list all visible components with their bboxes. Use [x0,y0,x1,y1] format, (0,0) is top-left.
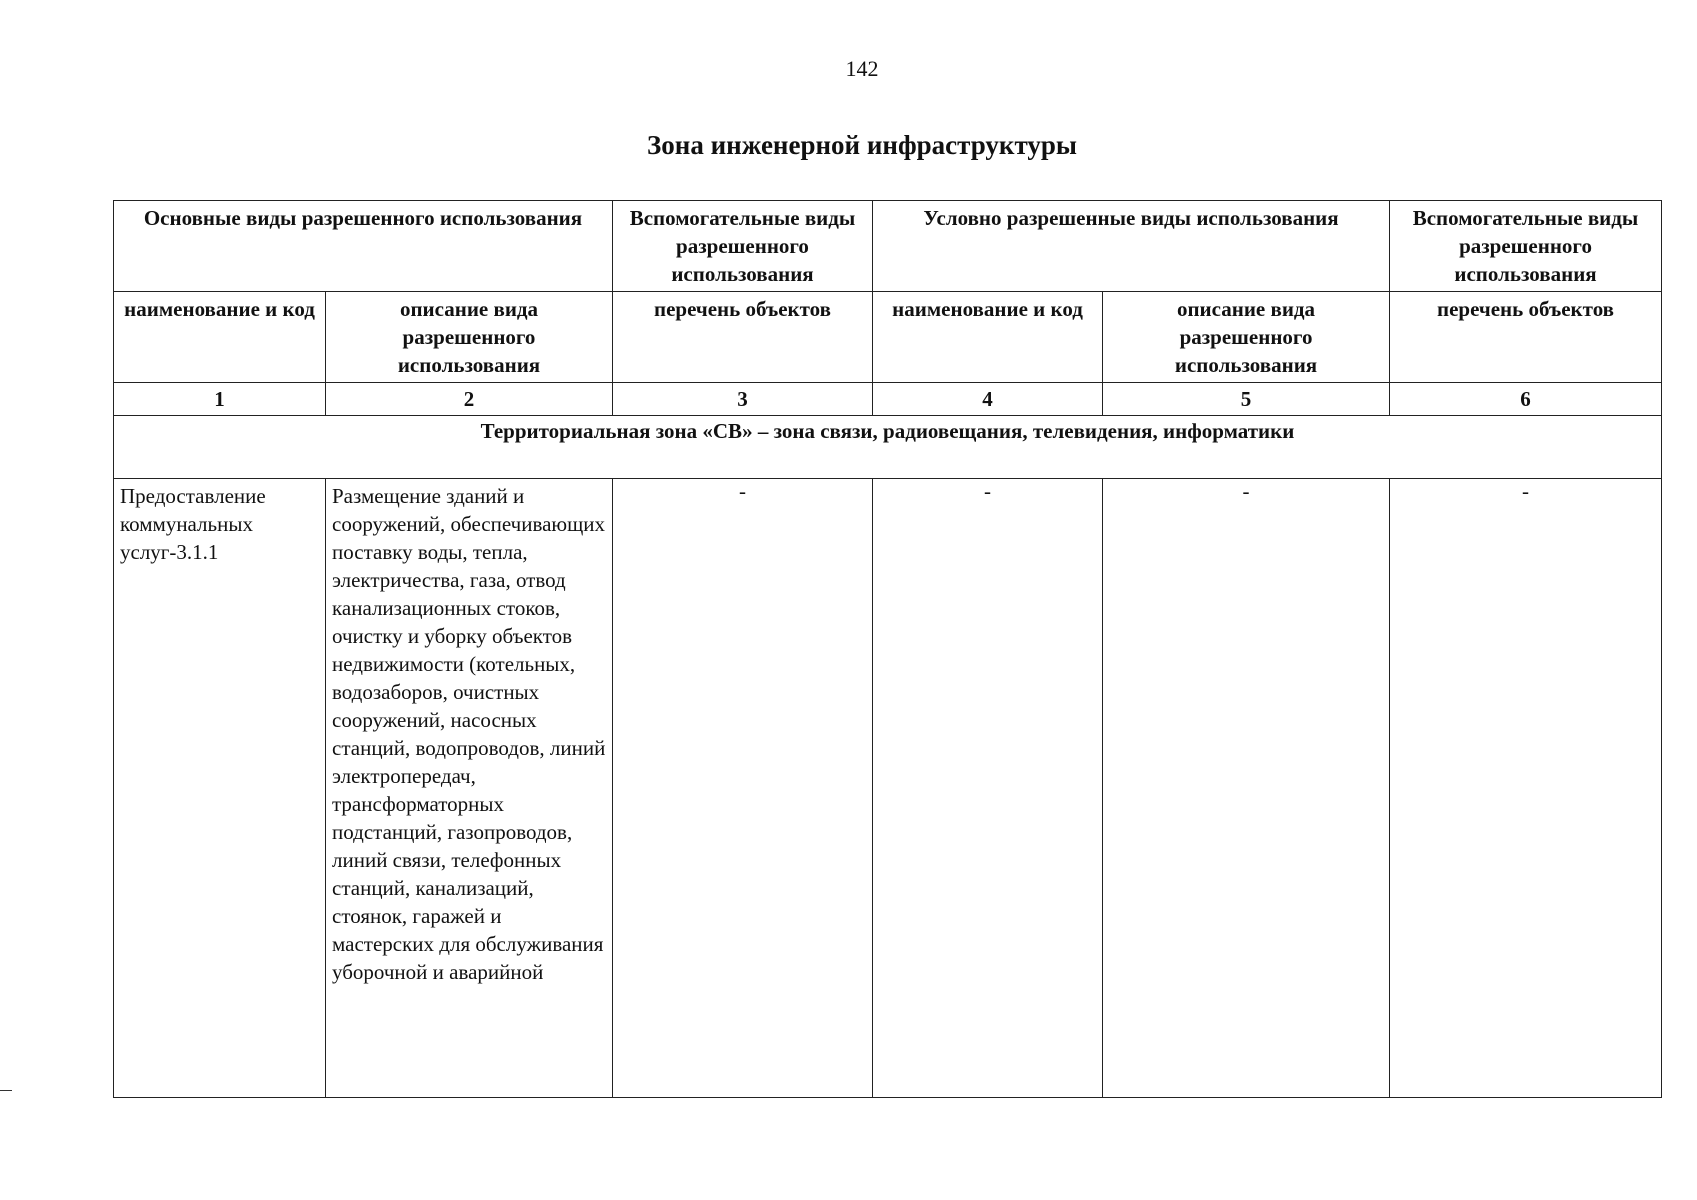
header-description: описание вида разрешенного использования [326,292,613,383]
zoning-table [113,200,1662,1098]
header-main-uses: Основные виды разрешенного использования [114,201,613,292]
header-name-code: наименование и код [114,292,326,383]
header-conditional-uses: Условно разрешенные виды использования [873,201,1390,292]
column-number-row [114,383,1662,416]
column-number: 1 [114,383,326,416]
use-description: Размещение зданий и сооружений, обеспечивающих поставку воды, тепла, электричества, газа, отвод канализационных стоков, очистку и уборку объектов недвижимости (котельных, водозаборов, очистных сооружений, насосных станций, водопроводов, линий электропередач, трансформаторных подстанций, газопроводов, линий связи, телефонных станций, канализаций, стоянок, гаражей и мастерских для обслуживания уборочной и аварийной [326,479,613,1098]
column-number: 3 [613,383,873,416]
column-number: 2 [326,383,613,416]
header-description-2: описание вида разрешенного использования [1103,292,1390,383]
conditional-description: - [1103,479,1390,1098]
page-number: 142 [845,56,879,81]
column-number: 6 [1390,383,1662,416]
table-row [114,479,1662,1098]
header-name-code-2: наименование и код [873,292,1103,383]
header-object-list-2: перечень объектов [1390,292,1662,383]
zone-heading-row [114,416,1662,479]
conditional-name-code: - [873,479,1103,1098]
use-name-code: Предоставление коммунальных услуг-3.1.1 [114,479,326,1098]
zone-heading: Территориальная зона «СВ» – зона связи, радиовещания, телевидения, информатики [114,416,1662,479]
header-object-list: перечень объектов [613,292,873,383]
document-title: Зона инженерной инфраструктуры [647,130,1077,160]
aux-object-list-2: - [1390,479,1662,1098]
margin-mark [0,1090,12,1091]
sub-header-row [114,292,1662,383]
column-number: 5 [1103,383,1390,416]
group-header-row [114,201,1662,292]
header-aux-uses-2: Вспомогательные виды разрешенного использования [1390,201,1662,292]
aux-object-list: - [613,479,873,1098]
column-number: 4 [873,383,1103,416]
header-aux-uses: Вспомогательные виды разрешенного использования [613,201,873,292]
